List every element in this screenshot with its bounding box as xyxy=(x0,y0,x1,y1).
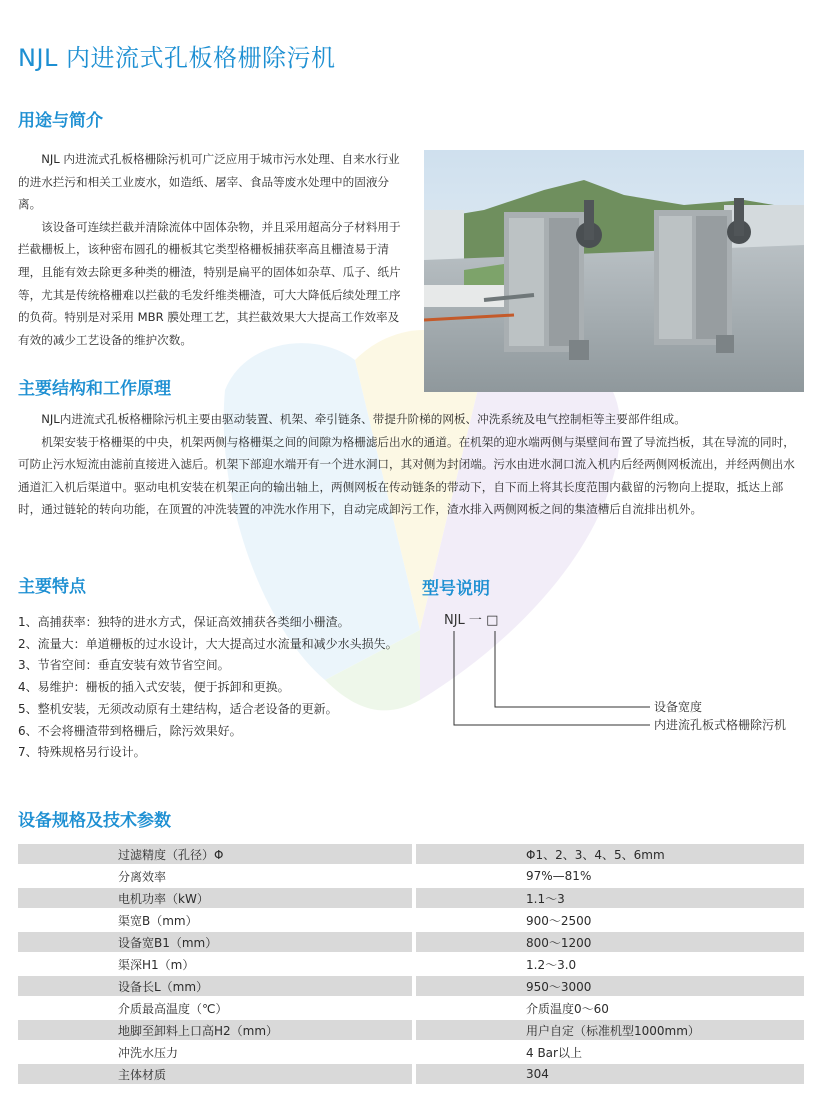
structure-paragraph-2: 机架安装于格栅渠的中央，机架两侧与格栅渠之间的间隙为格栅滤后出水的通道。在机架的迎水端两侧与渠壁间布置了导流挡板，其在导流的同时，可防止污水短流由滤前直接进入滤后。机架下部迎水端开有一个进水洞口，其对侧为封闭端。污水由进水洞口流入机内后经两侧网板流出，并经两侧出水通道汇入机后渠道中。驱动电机安装在机架正向的输出轴上，两侧网板在传动链条的带动下，自下而上将其长度范围内截留的污物向上提取，抵达上部时，通过链轮的转向功能，在顶置的冲洗装置的冲洗水作用下，自动完成卸污工作，渣水排入两侧网板之间的集渣槽后自流排出机外。 xyxy=(18,434,795,517)
spec-value: 用户自定（标准机型1000mm） xyxy=(416,1020,804,1040)
spec-param: 介质最高温度（℃） xyxy=(18,998,412,1018)
spec-row xyxy=(18,954,804,974)
section-heading-model: 型号说明 xyxy=(422,579,490,599)
spec-row xyxy=(18,866,804,886)
feature-item: 2、流量大：单道栅板的过水设计，大大提高过水流量和减少水头损失。 xyxy=(18,636,398,651)
model-code: NJL 一 □ xyxy=(444,613,499,628)
spec-param: 设备宽B1（mm） xyxy=(18,932,412,952)
feature-item: 3、节省空间：垂直安装有效节省空间。 xyxy=(18,658,230,673)
feature-item: 7、特殊规格另行设计。 xyxy=(18,745,146,760)
spec-value: 1.1～3 xyxy=(416,888,804,908)
spec-value: 介质温度0～60 xyxy=(416,998,804,1018)
feature-item: 4、易维护：栅板的插入式安装，便于拆卸和更换。 xyxy=(18,680,290,695)
page-title: NJL 内进流式孔板格栅除污机 xyxy=(18,44,336,72)
spec-param: 冲洗水压力 xyxy=(18,1042,412,1062)
spec-row xyxy=(18,998,804,1018)
model-label-width: 设备宽度 xyxy=(654,700,703,714)
spec-row xyxy=(18,1042,804,1062)
feature-item: 1、高捕获率：独特的进水方式，保证高效捕获各类细小栅渣。 xyxy=(18,615,350,629)
model-label-name: 内进流孔板式格栅除污机 xyxy=(654,718,787,732)
feature-item: 5、整机安装，无须改动原有土建结构，适合老设备的更新。 xyxy=(18,701,338,716)
spec-param: 电机功率（kW） xyxy=(18,888,412,908)
intro-text xyxy=(18,148,410,351)
spec-value: 97%—81% xyxy=(416,866,804,886)
intro-paragraph-1: NJL 内进流式孔板格栅除污机可广泛应用于城市污水处理、自来水行业的进水拦污和相关工业废水，如造纸、屠宰、食品等废水处理中的固液分离。 xyxy=(18,152,400,212)
spec-value: 900～2500 xyxy=(416,910,804,930)
spec-param: 渠宽B（mm） xyxy=(18,910,412,930)
structure-paragraph-1: NJL内进流式孔板格栅除污机主要由驱动装置、机架、牵引链条、带提升阶梯的网板、冲洗系统及电气控制柜等主要部件组成。 xyxy=(41,412,686,426)
spec-param: 过滤精度（孔径）Φ xyxy=(18,844,412,864)
spec-row xyxy=(18,1064,804,1084)
spec-row xyxy=(18,888,804,908)
spec-param: 渠深H1（m） xyxy=(18,954,412,974)
spec-row xyxy=(18,844,804,864)
section-heading-intro: 用途与简介 xyxy=(18,111,103,131)
features-list xyxy=(18,612,398,764)
section-heading-structure: 主要结构和工作原理 xyxy=(18,379,171,399)
spec-row xyxy=(18,910,804,930)
spec-param: 地脚至卸料上口高H2（mm） xyxy=(18,1020,412,1040)
spec-value: 4 Bar以上 xyxy=(416,1042,804,1062)
spec-row xyxy=(18,1020,804,1040)
spec-table xyxy=(18,842,804,1086)
spec-value: 304 xyxy=(416,1064,804,1084)
equipment-photo xyxy=(424,150,804,392)
section-heading-specs: 设备规格及技术参数 xyxy=(18,811,171,831)
spec-value: 1.2～3.0 xyxy=(416,954,804,974)
intro-paragraph-2: 该设备可连续拦截并清除流体中固体杂物，并且采用超高分子材料用于拦截栅板上，该种密布圆孔的栅板其它类型格栅板捕获率高且栅渣易于清理，且能有效去除更多种类的栅渣，特别是扁平的固体如杂草、瓜子、纸片等，尤其是传统格栅难以拦截的毛发纤维类栅渣，可大大降低后续处理工序的负荷。特别是对采用 MBR 膜处理工艺，其拦截效果大大提高工作效率及有效的减少工艺设备的维护次数。 xyxy=(18,219,401,347)
spec-value: Φ1、2、3、4、5、6mm xyxy=(416,844,804,864)
spec-param: 分离效率 xyxy=(18,866,412,886)
spec-row xyxy=(18,932,804,952)
model-diagram xyxy=(440,605,800,745)
spec-param: 设备长L（mm） xyxy=(18,976,412,996)
spec-value: 800～1200 xyxy=(416,932,804,952)
structure-text xyxy=(18,408,806,521)
feature-item: 6、不会将栅渣带到格栅后，除污效果好。 xyxy=(18,723,242,738)
spec-row xyxy=(18,976,804,996)
spec-param: 主体材质 xyxy=(18,1064,412,1084)
section-heading-features: 主要特点 xyxy=(18,577,86,597)
spec-value: 950～3000 xyxy=(416,976,804,996)
